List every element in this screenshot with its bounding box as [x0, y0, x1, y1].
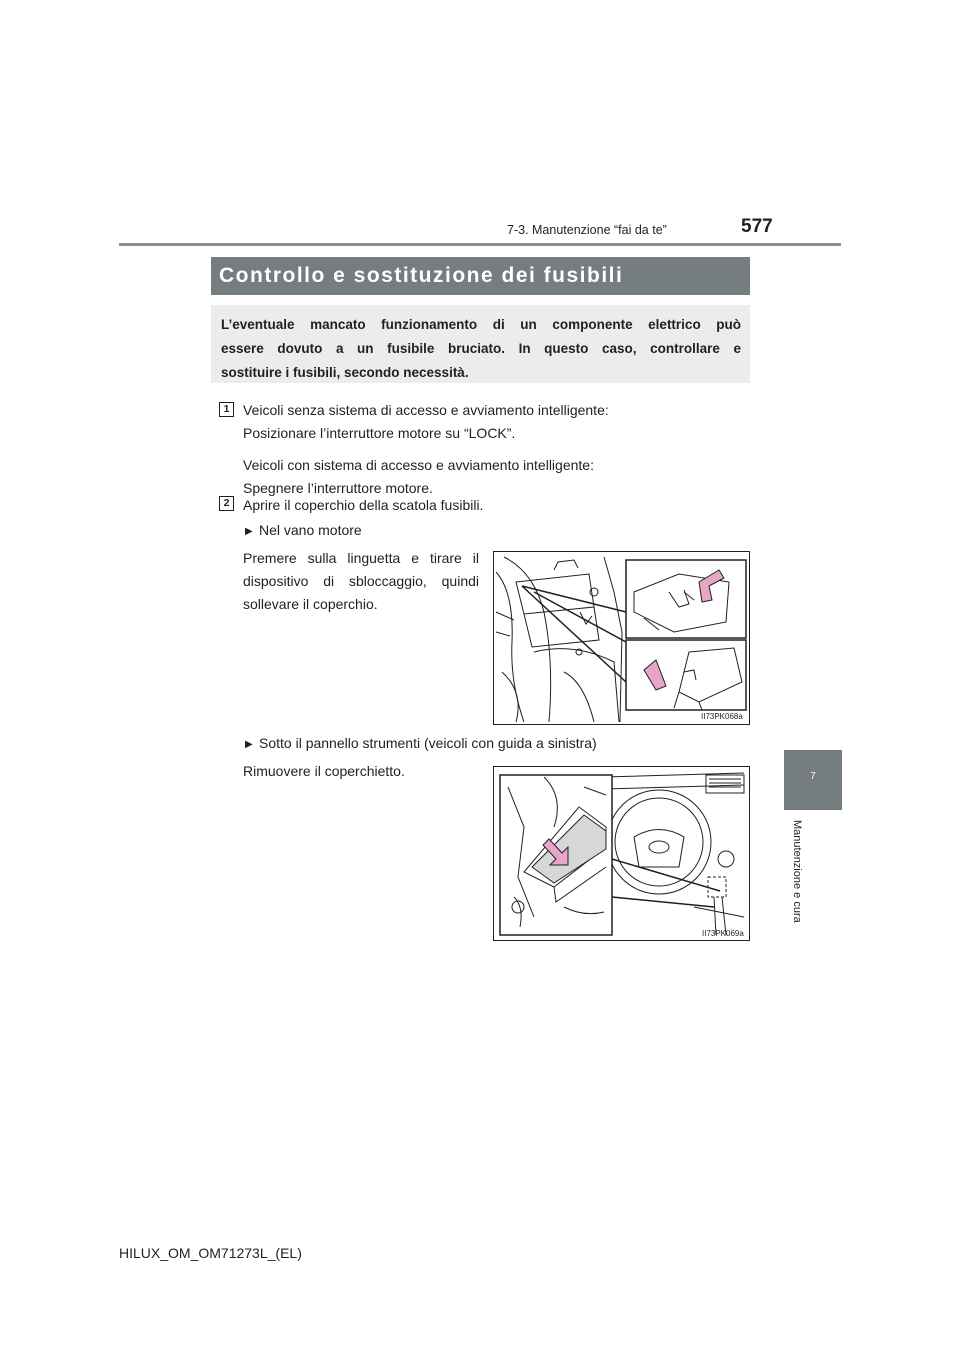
- step-1-text: [243, 399, 743, 500]
- intro-line: L’eventuale mancato funzionamento di un componente elettrico può: [221, 317, 741, 332]
- chapter-label: Manutenzione e cura: [791, 820, 803, 923]
- sub-item-1-line: dispositivo di sbloccaggio, quindi: [243, 573, 479, 589]
- section-title: Controllo e sostituzione dei fusibili: [211, 257, 750, 295]
- engine-compartment-drawing: [494, 552, 749, 724]
- bullet-instrument-panel: [245, 733, 597, 755]
- intro-box: [211, 305, 750, 383]
- instrument-panel-drawing: [494, 767, 749, 940]
- step-1-line: Veicoli con sistema di accesso e avviamento intelligente:: [243, 457, 594, 473]
- fuse-box-engine-compartment-illustration: [493, 551, 750, 725]
- section-reference: 7-3. Manutenzione “fai da te”: [507, 223, 667, 237]
- image-code: II73PK069a: [702, 929, 744, 938]
- fuse-box-instrument-panel-illustration: [493, 766, 750, 941]
- sub-item-1-line: Premere sulla linguetta e tirare il: [243, 550, 479, 566]
- triangle-bullet-icon: ▶: [245, 739, 253, 750]
- header-rule: [119, 243, 841, 246]
- bullet-label: Nel vano motore: [259, 522, 362, 538]
- chapter-tab: 7: [784, 750, 842, 810]
- intro-line: essere dovuto a un fusibile bruciato. In questo caso, controllare e: [221, 341, 741, 356]
- step-2-line: Aprire il coperchio della scatola fusibili.: [243, 497, 484, 513]
- step-1-line: Veicoli senza sistema di accesso e avviamento intelligente:: [243, 402, 609, 418]
- step-number-2: 2: [219, 496, 234, 511]
- bullet-label: Sotto il pannello strumenti (veicoli con guida a sinistra): [259, 735, 597, 751]
- step-number-1: 1: [219, 402, 234, 417]
- sub-item-1-text: [243, 547, 479, 616]
- step-1-line: Posizionare l’interruttore motore su “LOCK”.: [243, 425, 516, 441]
- document-code: HILUX_OM_OM71273L_(EL): [119, 1245, 302, 1261]
- sub-item-2-line: Rimuovere il coperchietto.: [243, 763, 405, 779]
- triangle-bullet-icon: ▶: [245, 526, 253, 537]
- step-1-line: Spegnere l’interruttore motore.: [243, 480, 433, 496]
- bullet-engine-compartment: [245, 520, 362, 542]
- image-code: II73PK068a: [701, 712, 743, 721]
- sub-item-1-line: sollevare il coperchio.: [243, 596, 378, 612]
- intro-line: sostituire i fusibili, secondo necessità.: [221, 365, 469, 380]
- page-number: 577: [741, 216, 773, 237]
